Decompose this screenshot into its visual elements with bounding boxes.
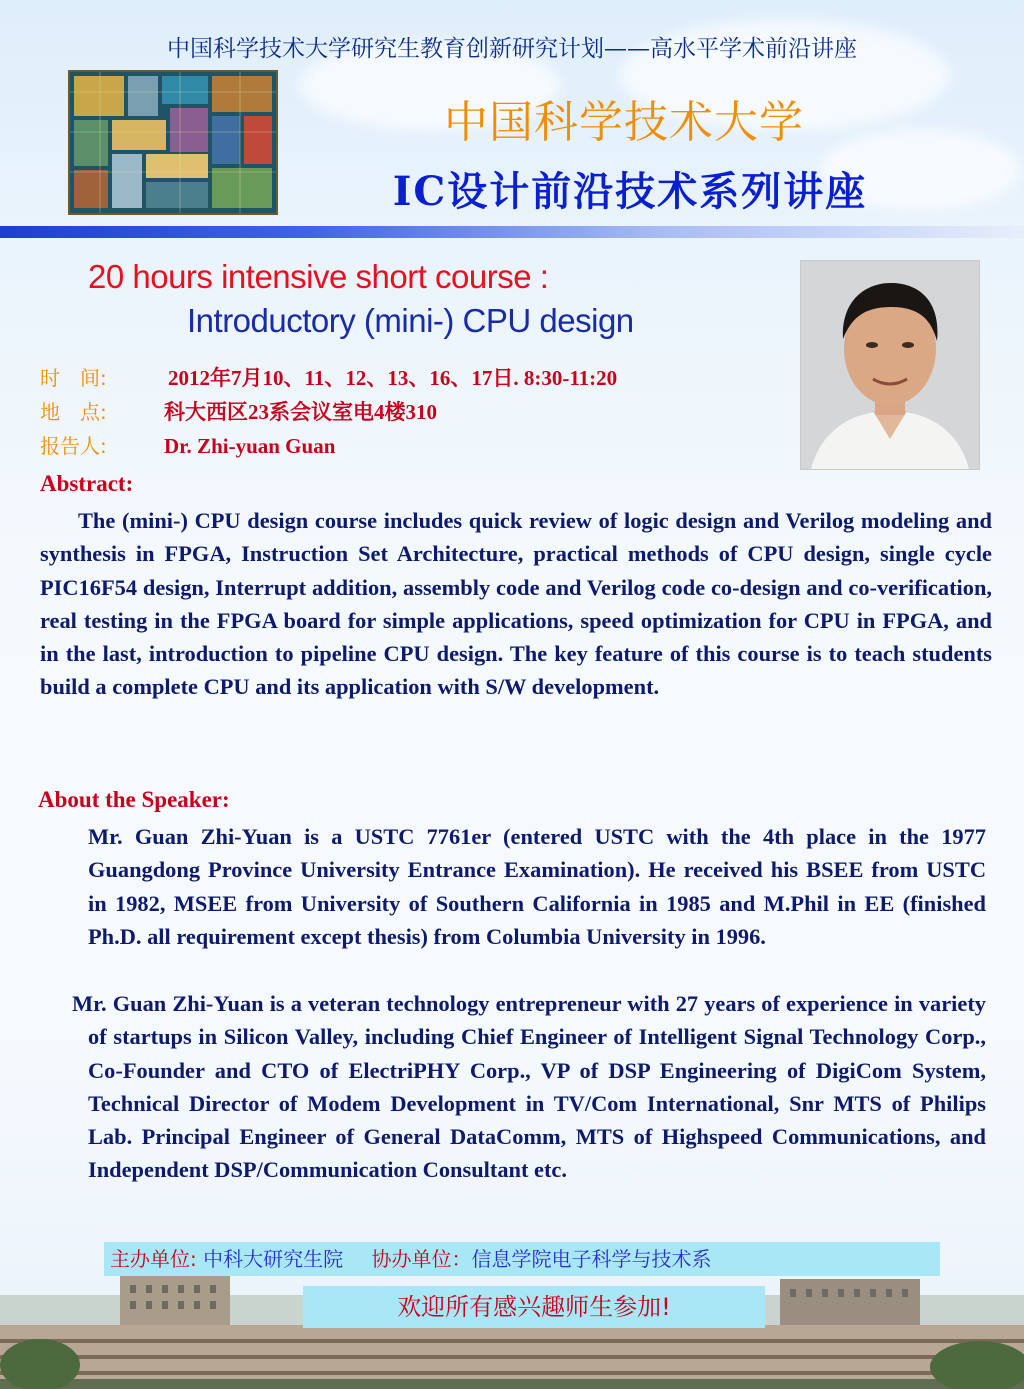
place-value: 科大西区23系会议室电4楼310 bbox=[164, 400, 437, 424]
co-host-value: 信息学院电子科学与技术系 bbox=[471, 1247, 712, 1271]
cpu-die-image bbox=[68, 70, 278, 215]
program-line: 中国科学技术大学研究生教育创新研究计划——高水平学术前沿讲座 bbox=[167, 36, 857, 62]
welcome-banner: 欢迎所有感兴趣师生参加! bbox=[303, 1286, 765, 1328]
time-row bbox=[40, 362, 617, 392]
header-divider bbox=[0, 226, 1024, 238]
host-label: 主办单位: bbox=[110, 1247, 197, 1271]
abstract-body: The (mini-) CPU design course includes quick review of logic design and Verilog modeling and synthesis in FPGA, Instruction Set Architecture, practical methods of CPU design, single cycle PIC16F54 design, Interrupt addition, assembly code and Verilog code co-design and co-verification, real testing in the FPGA board for simple applications, speed optimization for CPU in FPGA, and in the last, introduction to pipeline CPU design. The key feature of this course is to teach students build a complete CPU and its application with S/W development. bbox=[40, 508, 992, 700]
time-value: 2012年7月10、11、12、13、16、17日. 8:30-11:20 bbox=[168, 366, 618, 390]
co-host-label: 协办单位： bbox=[371, 1247, 472, 1271]
speaker-heading: About the Speaker: bbox=[38, 787, 230, 812]
speaker-photo bbox=[800, 260, 980, 470]
speaker-value: Dr. Zhi-yuan Guan bbox=[164, 434, 336, 458]
sponsor-banner bbox=[104, 1242, 940, 1276]
abstract-heading: Abstract: bbox=[40, 471, 134, 496]
place-row bbox=[40, 396, 437, 426]
speaker-row bbox=[40, 430, 335, 459]
course-title-line2: Introductory (mini-) CPU design bbox=[187, 302, 634, 339]
speaker-bio-paragraph: Mr. Guan Zhi-Yuan is a USTC 7761er (entered USTC with the 4th place in the 1977 Guangdong Province University Entrance Examination). He received his BSEE from USTC in 1982, MSEE from University of Southern California in 1985 and M.Phil in EE (finished Ph.D. all requirement except thesis) from Columbia University in 1996. bbox=[88, 824, 986, 949]
university-title: 中国科学技术大学 bbox=[444, 97, 804, 148]
host-value: 中科大研究生院 bbox=[203, 1247, 344, 1271]
time-label: 时 间: bbox=[40, 366, 107, 390]
place-label: 地 点: bbox=[40, 400, 107, 424]
speaker-label: 报告人: bbox=[40, 434, 107, 458]
lecture-series-title: IC设计前沿技术系列讲座 bbox=[392, 168, 868, 215]
speaker-career-paragraph: Mr. Guan Zhi-Yuan is a veteran technology entrepreneur with 27 years of experience in variety of startups in Silicon Valley, including Chief Engineer of Intelligent Signal Technology Corp., Co-Founder and CTO of ElectriPHY Corp., VP of DSP Engineering of DigiCom System, Technical Director of Modem Development in TV/Com International, Snr MTS of Philips Lab. Principal Engineer of General DataComm, MTS of Highspeed Communications, and Independent DSP/Communication Consultant etc. bbox=[72, 991, 986, 1183]
course-title-line1: 20 hours intensive short course : bbox=[88, 258, 549, 295]
